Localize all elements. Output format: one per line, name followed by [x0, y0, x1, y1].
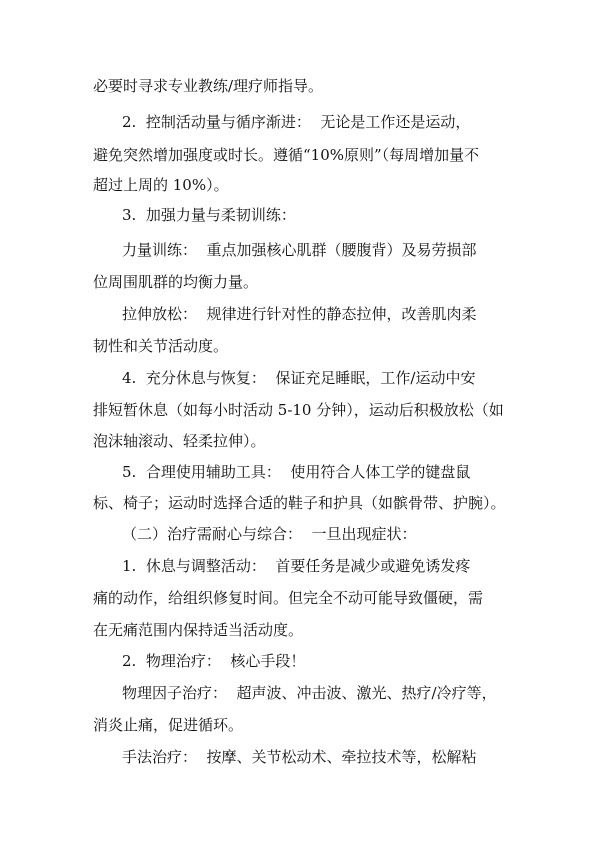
text-line: 4. 充分休息与恢复： 保证充足睡眠，工作/运动中安 [122, 369, 476, 387]
text-line: 消炎止痛，促进循环。 [93, 716, 244, 734]
text-line: 手法治疗： 按摩、关节松动术、牵拉技术等，松解粘 [122, 748, 477, 766]
text-line: 1. 休息与调整活动： 首要任务是减少或避免诱发疼 [122, 557, 471, 575]
text-line: 泡沫轴滚动、轻柔拉伸）。 [93, 432, 266, 450]
text-line: 在无痛范围内保持适当活动度。 [93, 621, 304, 639]
text-line: 5. 合理使用辅助工具： 使用符合人体工学的键盘鼠 [122, 463, 471, 481]
text-line: 2. 物理治疗： 核心手段！ [122, 652, 306, 670]
text-line: 超过上周的 10%）。 [93, 176, 229, 194]
text-line: 必要时寻求专业教练/理疗师指导。 [93, 77, 324, 95]
text-line: 避免突然增加强度或时长。遵循“10%原则”（每周增加量不 [93, 146, 480, 164]
text-line: 位周围肌群的均衡力量。 [93, 273, 259, 291]
text-line: 韧性和关节活动度。 [93, 337, 229, 355]
text-line: 2. 控制活动量与循序渐进： 无论是工作还是运动， [122, 113, 471, 131]
text-line: 痛的动作，给组织修复时间。但完全不动可能导致僵硬，需 [93, 589, 484, 607]
text-line: 排短暂休息（如每小时活动 5-10 分钟），运动后积极放松（如 [93, 401, 504, 419]
text-line: 标、椅子；运动时选择合适的鞋子和护具（如髌骨带、护腕）。 [93, 494, 506, 512]
text-line: 3. 加强力量与柔韧训练： [122, 206, 296, 224]
text-line: （二）治疗需耐心与综合： 一旦出现症状： [122, 525, 417, 543]
text-line: 物理因子治疗： 超声波、冲击波、激光、热疗/冷疗等， [122, 684, 497, 702]
text-line: 拉伸放松： 规律进行针对性的静态拉伸，改善肌肉柔 [122, 305, 477, 323]
text-line: 力量训练： 重点加强核心肌群（腰腹背）及易劳损部 [122, 241, 477, 259]
